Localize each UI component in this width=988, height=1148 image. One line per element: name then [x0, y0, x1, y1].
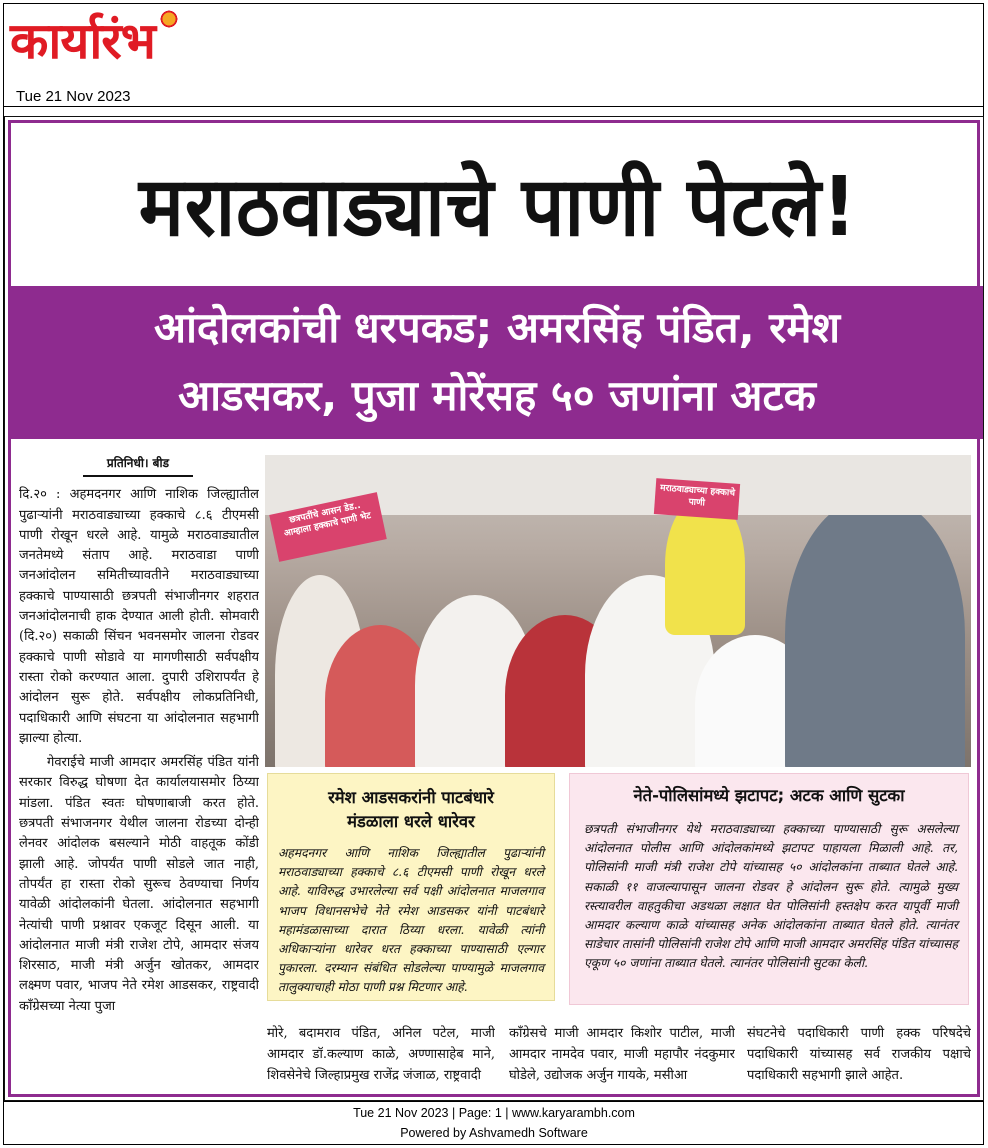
- news-clipping[interactable]: [4, 116, 984, 1101]
- masthead-divider: [4, 106, 984, 107]
- article-continuation: काँग्रेसचे माजी आमदार किशोर पाटील, माजी आमदार नामदेव पवार, माजी महापौर नंदकुमार घोडेले, उद्योजक अर्जुन गायके, मसीआ: [509, 1026, 735, 1083]
- sidebar-story-police: [569, 773, 969, 1005]
- masthead: [4, 4, 984, 106]
- brand-logo[interactable]: कार्यारंभ: [10, 12, 155, 70]
- sidebar-title: नेते-पोलिसांमध्ये झटापट; अटक आणि सुटका: [633, 786, 905, 805]
- article-body-column: [19, 453, 259, 1103]
- footer-info[interactable]: Tue 21 Nov 2023 | Page: 1 | www.karyarambh.com: [353, 1106, 635, 1120]
- page-footer: [4, 1101, 984, 1145]
- byline: प्रतिनिधी। बीड: [83, 453, 193, 477]
- sidebar-title: [268, 774, 554, 834]
- footer-credit: Powered by Ashvamedh Software: [400, 1126, 588, 1140]
- sidebar-title-line-2: मंडळाला धरले धारेवर: [347, 812, 475, 831]
- protest-sign: छत्रपतींचे आसन डेड.. आम्हाला हक्काचे पाणी भेट: [269, 492, 387, 562]
- article-continuation: संघटनेचे पदाधिकारी पाणी हक्क परिषदेचे पदाधिकारी यांच्यासह सर्व राजकीय पक्षाचे पदाधिकारी सहभागी झाले आहेत.: [747, 1026, 971, 1083]
- subheadline-line-1: आंदोलकांची धरपकड; अमरसिंह पंडित, रमेश: [153, 303, 841, 352]
- subheadline: [11, 286, 983, 439]
- subheadline-line-2: आडसकर, पुजा मोरेंसह ५० जणांना अटक: [178, 371, 816, 420]
- headline: मराठवाड्याचे पाणी पेटले!: [138, 160, 858, 255]
- logo-sun-icon: [156, 6, 182, 32]
- article-paragraph: गेवराईचे माजी आमदार अमरसिंह पंडित यांनी सरकार विरुद्ध घोषणा देत कार्यालयासमोर ठिय्या मांडला. पंडित स्वतः घोषणाबाजी करत होते. छत्रपती संभाजनगर येथील जालना रोडच्या दोन्ही लेनवर आंदोलक बसल्याने मोठी वाहतूक कोंडी झाली आहे. जोपर्यंत पाणी सोडले जात नाही, तोपर्यंत हा रास्ता रोको सुरूच ठेवण्याचा निर्णय यावेळी आंदोलकांनी घेतला. आंदोलनात सहभागी नेत्यांची पाणी प्रश्नावर एकजूट दिसून आली. या आंदोलनात माजी मंत्री राजेश टोपे, आमदार संजय शिरसाठ, माजी मंत्री अर्जुन खोतकर, आमदार लक्ष्मण पवार, भाजप नेते रमेश आडसकर, राष्ट्रवादी काँग्रेसच्या नेत्या पुजा: [19, 755, 259, 1014]
- photo-figure: [785, 495, 965, 767]
- article-paragraph: दि.२० : अहमदनगर आणि नाशिक जिल्ह्यातील पुढाऱ्यांनी मराठवाड्याच्या हक्काचे ८.६ टीएमसी पाणी रोखून धरले आहे. यामुळे मराठवाड्यातील जनतेमध्ये संताप आहे. मराठवाडा पाणी जनआंदोलन समितीच्यावतीने मराठवाड्याच्या हक्काचे पाण्यासाठी छत्रपती संभाजीनगर शहरात जनआंदोलनाची हाक देण्यात आली होती. सोमवारी (दि.२०) सकाळी सिंचन भवनसमोर जालना रोडवर हक्काचे पाणी सोडावे या मागणीसाठी सर्वपक्षीय रास्ता रोको करण्यात आला. दुपारी उशिरापर्यंत हे आंदोलन सुरू होते. सर्वपक्षीय लोकप्रतिनिधी, पदाधिकारी आणि संघटना या आंदोलनात सहभागी झाल्या होत्या.: [19, 487, 259, 746]
- edition-date: Tue 21 Nov 2023: [16, 88, 131, 105]
- protest-sign: मराठवाड्याच्या हक्काचे पाणी: [654, 478, 740, 520]
- sidebar-title-line-1: रमेश आडसकरांनी पाटबंधारे: [328, 788, 494, 807]
- clipping-border: [8, 120, 980, 1097]
- sidebar-body: छत्रपती संभाजीनगर येथे मराठवाड्याच्या हक्काच्या पाण्यासाठी सुरू असलेल्या आंदोलनात पोलीस आणि आंदोलकांमध्ये झटापट पाहायला मिळाली आहे. तर, पोलिसांनी माजी मंत्री राजेश टोपे यांच्यासह ५० आंदोलकांना ताब्यात घेतले आहे. सकाळी ११ वाजल्यापासून जालना रोडवर हे आंदोलन सुरू होते. त्यामुळे मुख्य रस्त्यावरील वाहतुकीचा अडथळा लक्षात घेत पोलिसांनी हस्तक्षेप करत यापूर्वी माजी आमदार कल्याण काळे यांच्यासह अनेक आंदोलकांना ताब्यात घेतले होते. त्यानंतर साडेचार तासांनी पोलिसांनी राजेश टोपे आणि माजी आमदार अमरसिंह पंडित यांच्यासह एकूण ५० जणांना ताब्यात घेतले. त्यानंतर पोलिसांनी सुटका केली.: [584, 822, 958, 971]
- protest-photo: [265, 455, 971, 767]
- article-continuation: मोरे, बदामराव पंडित, अनिल पटेल, माजी आमदार डॉ.कल्याण काळे, अण्णासाहेब माने, शिवसेनेचे जिल्हाप्रमुख राजेंद्र जंजाळ, राष्ट्रवादी: [267, 1026, 495, 1083]
- sidebar-story-adaskar: [267, 773, 555, 1001]
- sidebar-body: अहमदनगर आणि नाशिक जिल्ह्यातील पुढाऱ्यांनी मराठवाड्याच्या हक्काचे ८.६ टीएमसी पाणी रोखून धरले आहे. याविरुद्ध उभारलेल्या सर्व पक्षी आंदोलनात माजलगाव भाजप विधानसभेचे नेते रमेश आडसकर यांनी पाटबंधारे महामंडळासाच्या दारात ठिय्या धरला. यावेळी त्यांनी अधिकाऱ्यांना धारेवर धरत हक्काच्या पाण्यासाठी एल्गार पुकारला. दरम्यान संबंधित सोडलेल्या पाण्यामुळे माजलगाव तालुक्याचाही मोठा पाणी प्रश्न मिटणार आहे.: [278, 846, 544, 995]
